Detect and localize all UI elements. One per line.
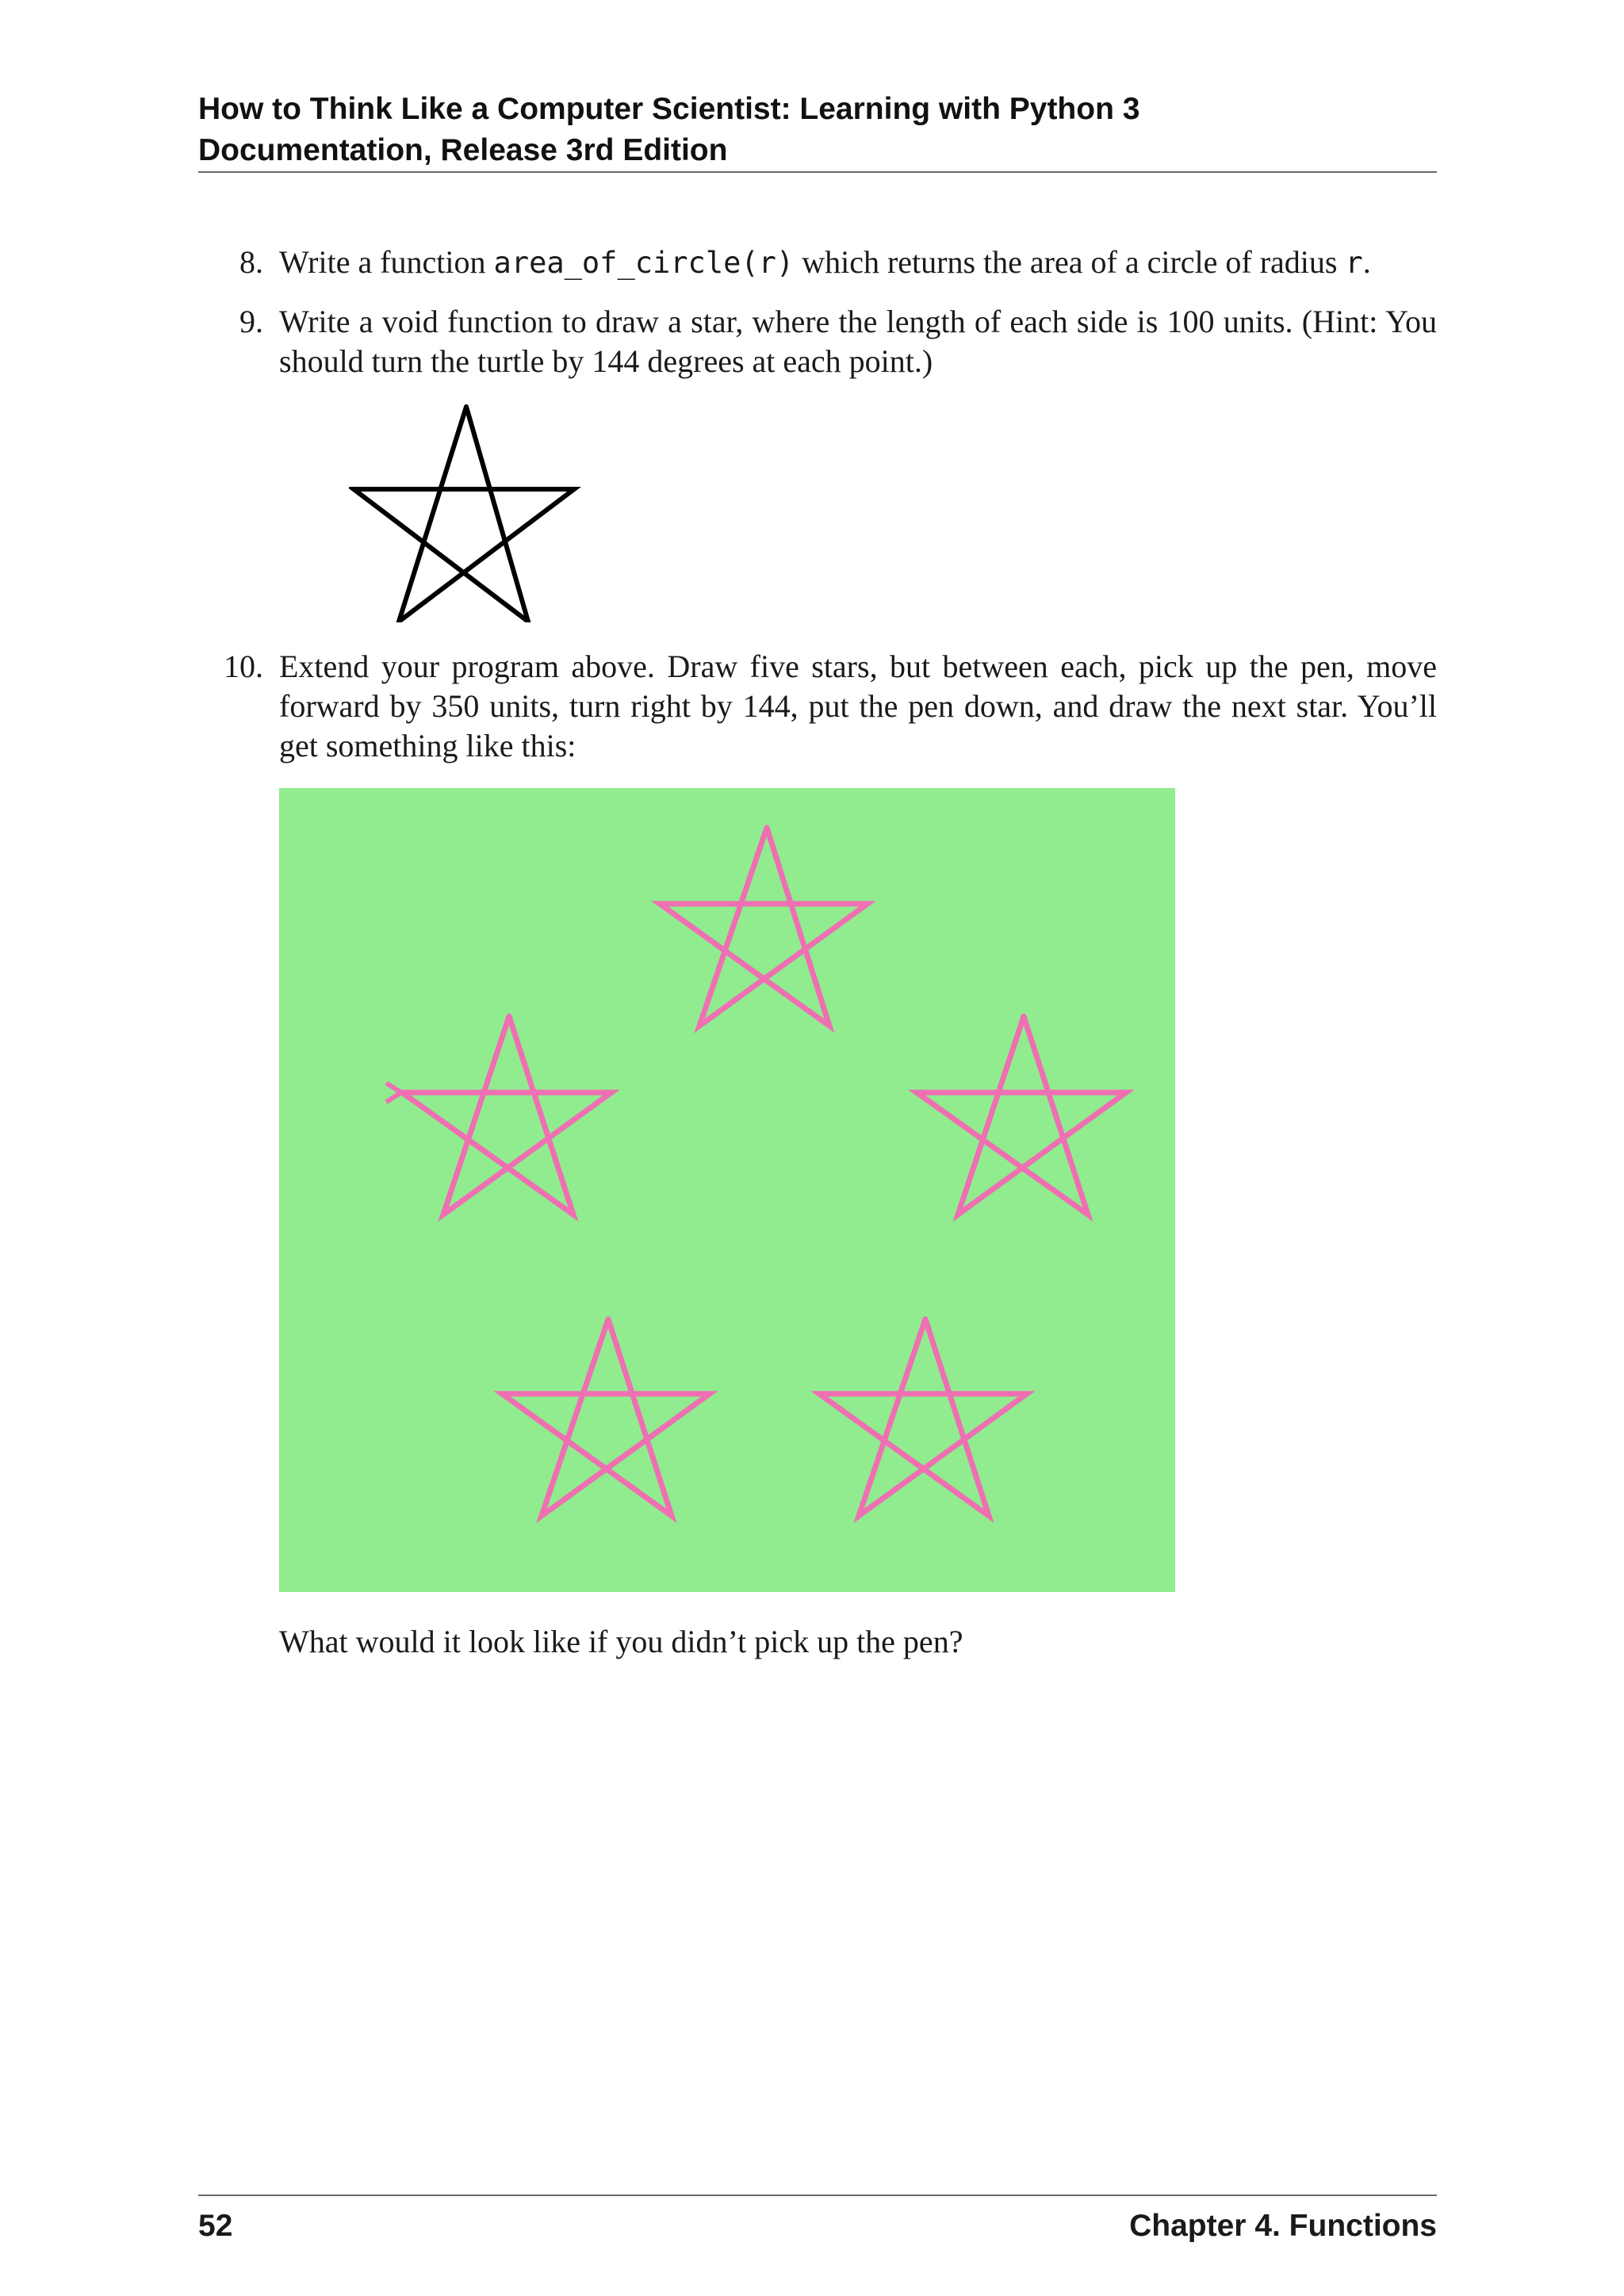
exercise-number: 10. (224, 649, 263, 684)
exercise-text-part: which returns the area of a circle of radius (794, 244, 1346, 280)
closing-question: What would it look like if you didn’t pick up the pen? (279, 1624, 963, 1659)
exercise-text (279, 243, 1437, 283)
exercise-number: 8. (239, 244, 263, 280)
exercise-number: 9. (239, 304, 263, 339)
exercise-text-part: Write a function (279, 244, 494, 280)
single-star-outline (354, 407, 574, 622)
header-title-line-1: How to Think Like a Computer Scientist: Learning with Python 3 (198, 92, 1140, 126)
exercise-8 (198, 243, 1437, 283)
single-star-figure (349, 400, 587, 622)
chapter-title: Chapter 4. Functions (1129, 2209, 1437, 2243)
inline-code: r (1345, 246, 1363, 280)
header-title-line-2: Documentation, Release 3rd Edition (198, 133, 728, 167)
exercise-text: Write a void function to draw a star, where the length of each side is 100 units. (Hint: You should turn the turtle by 144 degrees at each point.) (279, 304, 1437, 379)
page-number: 52 (198, 2209, 233, 2243)
turtle-canvas-background (279, 788, 1175, 1592)
exercise-9 (198, 302, 1437, 381)
running-header (198, 89, 1437, 171)
five-stars-figure (279, 788, 1175, 1592)
footer-divider (198, 2195, 1437, 2196)
exercise-text-part: . (1362, 244, 1371, 280)
inline-code: area_of_circle(r) (493, 246, 795, 280)
header-divider (198, 171, 1437, 173)
exercise-text: Extend your program above. Draw five stars, but between each, pick up the pen, move forward by 350 units, turn right by 144, put the pen down, and draw the next star. You’ll get something like this: (279, 649, 1437, 763)
exercise-10 (198, 647, 1437, 766)
